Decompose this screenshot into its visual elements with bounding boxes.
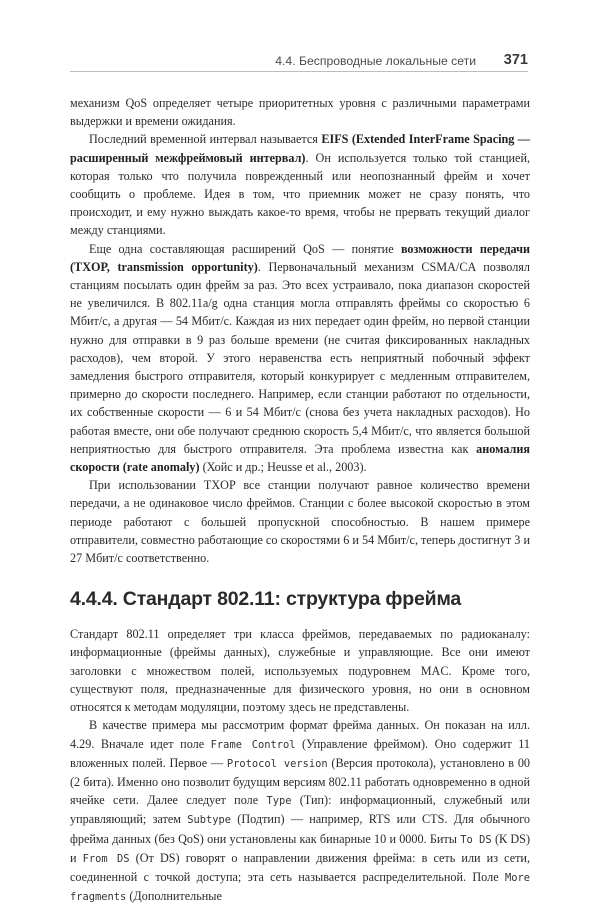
field-subtype: Subtype [187,814,232,827]
paragraph-frame-format: В качестве примера мы рассмотрим формат фрейма данных. Он показан на илл. 4.29. Вначале идет поле Frame Control (Управление фреймом). Оно содержит 11 вложенных полей. Первое — Protocol version (Версия протокола), установлено в 00 (2 бита). Именно оно позволит будущим версиям 802.11 работать одновременно в одной ячейке сети. Далее следует поле Type (Тип): информационный, служебный или управляющий; затем Subtype (Подтип) — например, RTS или CTS. Для обычного фрейма данных (без QoS) они установлены как бинарные 10 и 0000. Биты To DS (К DS) и From DS (От DS) говорят о направлении движения фрейма: в сеть или из сети, соединенной с точкой доступа; эта сеть называется распределительной. Поле More fragments (Дополнительные [70,718,531,904]
field-more-fragments: More fragments [70,871,530,904]
field-type: Type [266,795,292,808]
term-eifs: EIFS (Extended InterFrame Spacing — расширенный межфреймовый интервал) [70,132,530,165]
field-to-ds: To DS [460,833,492,846]
paragraph-txop: Еще одна составляющая расширений QoS — понятие возможности передачи (TXOP, transmission opportunity). Первоначальный механизм CSMA/CA позволял станциям посылать один фрейм за раз. Это всех устраивало, пока диапазон скоростей не увеличился. В 802.11a/g одна станция могла отправлять фреймы со скоростью 6 Мбит/с, а другая — 54 Мбит/с. Каждая из них передает один фрейм, но первой станции нужно для отправки в 9 раз больше времени (не считая фиксированных накладных расходов), чем второй. У этого неравенства есть неприятный побочный эффект замедления быстрого отправителя, который конкурирует с медленным отправителем, примерно до скорости последнего. Например, если станции работают по отдельности, их собственные скорости — 6 и 54 Мбит/с (снова без учета накладных расходов). Но работая вместе, они обе получают среднюю скорость 5,4 Мбит/с, что является большой неприятностью для быстрого отправителя. Эта проблема известна как аномалия скорости (rate anomaly) (Хойс и др.; Heusse et al., 2003). [70,241,530,475]
paragraph-qos-continuation: механизм QoS определяет четыре приоритетных уровня с различными параметрами выдержки и времени ожидания. [70,96,530,129]
page-number: 371 [503,52,528,68]
term-rate-anomaly: аномалия скорости (rate anomaly) [70,441,530,475]
paragraph-txop-result: При использовании TXOP все станции получают равное количество времени передачи, а не одинаковое число фреймов. Станции с более высокой скоростью в этом периоде работают с большей пропускной способностью. В нашем примере отправители, совместно работающие со скоростями 6 и 54 Мбит/с, теперь достигнут 3 и 27 Мбит/с соответственно. [70,478,530,566]
field-from-ds: From DS [82,852,130,865]
page-body [70,94,530,906]
header-rule [70,71,528,72]
running-header-section-title: 4.4. Беспроводные локальные сети [275,54,476,68]
field-frame-control: Frame Control [210,738,296,751]
section-heading: 4.4.4. Стандарт 802.11: структура фрейма [70,588,462,611]
field-protocol-version: Protocol version [226,757,328,770]
running-header [70,52,528,72]
term-txop: возможности передачи (TXOP, transmission opportunity) [70,241,530,274]
paragraph-frame-classes: Стандарт 802.11 определяет три класса фреймов, передаваемых по радиоканалу: информационные (фреймы данных), служебные и управляющие. Все они имеют заголовки с множеством полей, используемых подуровнем MAC. Кроме того, существуют поля, предназначенные для физического уровня, но они в основном относятся к методам модуляции, поэтому здесь не представлены. [70,627,530,715]
paragraph-eifs: Последний временной интервал называется EIFS (Extended InterFrame Spacing — расширенный межфреймовый интервал). Он используется только той станцией, которая только что получила поврежденный или неопознанный фрейм и хочет сообщить о проблеме. Идея в том, что приемник может не сразу понять, что происходит, и ему нужно выждать какое-то время, чтобы не прервать текущий диалог между станциями. [70,132,531,238]
